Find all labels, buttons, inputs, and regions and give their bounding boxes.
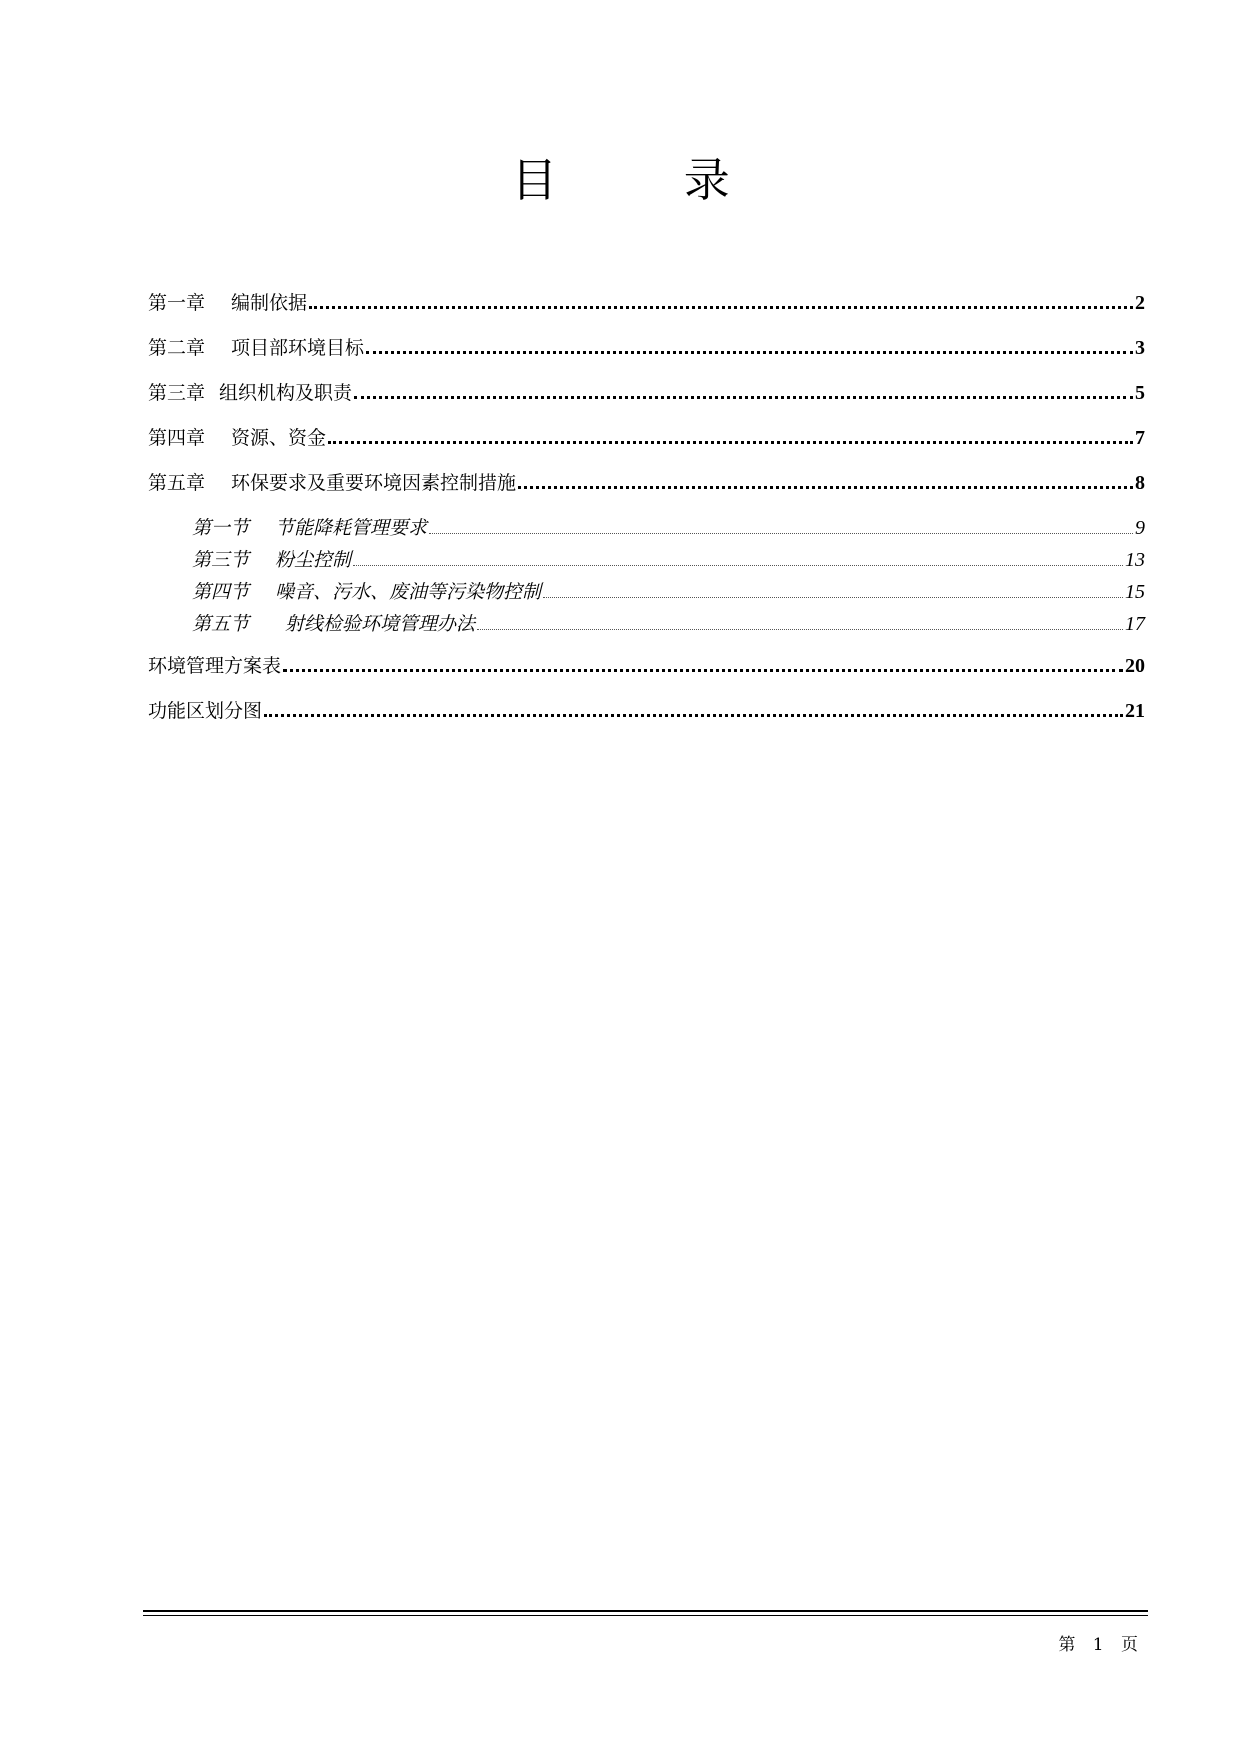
toc-leader-dots xyxy=(366,351,1133,354)
toc-entry-title: 环境管理方案表 xyxy=(148,655,282,677)
page-number: 第 1 页 xyxy=(1058,1635,1144,1655)
toc-entry-env-plan-table[interactable] xyxy=(148,651,1145,696)
toc-entry-page: 9 xyxy=(1135,517,1145,539)
toc-entry-prefix: 第五节 xyxy=(192,613,250,635)
toc-entry-section-5[interactable] xyxy=(148,609,1145,641)
toc-entry-page: 8 xyxy=(1135,472,1145,494)
toc-entry-title: 节能降耗管理要求 xyxy=(275,517,428,539)
toc-entry-chapter-1[interactable] xyxy=(148,288,1145,333)
toc-entry-title: 资源、资金 xyxy=(231,427,327,449)
toc-entry-page: 7 xyxy=(1135,427,1145,449)
toc-leader-dots xyxy=(429,533,1133,534)
toc-leader-dots xyxy=(328,441,1133,444)
toc-entry-page: 21 xyxy=(1125,700,1145,722)
toc-entry-prefix: 第五章 xyxy=(148,472,206,494)
toc-entry-page: 13 xyxy=(1125,549,1145,571)
toc-entry-title: 射线检验环境管理办法 xyxy=(285,613,476,635)
toc-entry-prefix: 第四节 xyxy=(192,581,250,603)
footer-divider xyxy=(143,1610,1148,1612)
toc-entry-page: 3 xyxy=(1135,337,1145,359)
toc-entry-prefix: 第一节 xyxy=(192,517,250,539)
page-title: 目 录 xyxy=(511,153,786,207)
toc-entry-title: 编制依据 xyxy=(231,292,308,314)
toc-leader-dots xyxy=(543,597,1123,598)
toc-entry-title: 项目部环境目标 xyxy=(231,337,365,359)
toc-entry-section-1[interactable] xyxy=(148,513,1145,545)
toc-leader-dots xyxy=(309,306,1133,309)
toc-entry-page: 2 xyxy=(1135,292,1145,314)
toc-entry-zoning-map[interactable] xyxy=(148,696,1145,741)
toc-leader-dots xyxy=(283,669,1123,672)
toc-entry-title: 噪音、污水、废油等污染物控制 xyxy=(275,581,542,603)
toc-entry-page: 15 xyxy=(1125,581,1145,603)
toc-entry-prefix: 第三节 xyxy=(192,549,250,571)
toc-leader-dots xyxy=(477,629,1123,630)
toc-entry-chapter-3[interactable] xyxy=(148,378,1145,423)
toc-entry-section-3[interactable] xyxy=(148,545,1145,577)
toc-leader-dots xyxy=(354,396,1133,399)
toc-entry-page: 17 xyxy=(1125,613,1145,635)
toc-entry-prefix: 第一章 xyxy=(148,292,206,314)
toc-entry-title: 粉尘控制 xyxy=(275,549,352,571)
toc-entry-title: 功能区划分图 xyxy=(148,700,263,722)
toc-entry-prefix: 第二章 xyxy=(148,337,206,359)
toc-entry-title: 组织机构及职责 xyxy=(219,382,353,404)
footer-divider-thin xyxy=(143,1615,1148,1616)
toc-entry-prefix: 第四章 xyxy=(148,427,206,449)
toc-leader-dots xyxy=(353,565,1123,566)
toc-entry-page: 20 xyxy=(1125,655,1145,677)
toc-entry-section-4[interactable] xyxy=(148,577,1145,609)
toc-entry-title: 环保要求及重要环境因素控制措施 xyxy=(231,472,517,494)
toc-leader-dots xyxy=(518,486,1133,489)
toc-entry-page: 5 xyxy=(1135,382,1145,404)
toc-entry-chapter-4[interactable] xyxy=(148,423,1145,468)
toc-entry-prefix: 第三章 xyxy=(148,382,206,404)
toc-leader-dots xyxy=(264,714,1123,717)
table-of-contents xyxy=(148,288,1145,741)
toc-entry-chapter-5[interactable] xyxy=(148,468,1145,513)
toc-entry-chapter-2[interactable] xyxy=(148,333,1145,378)
